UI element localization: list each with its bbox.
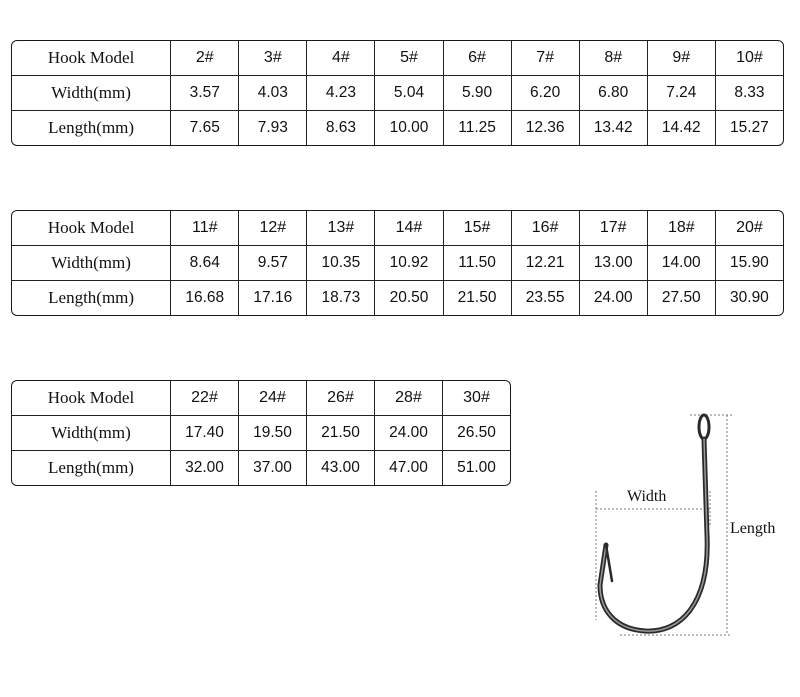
length-cell: 43.00 xyxy=(307,451,375,485)
hook-shank xyxy=(600,439,707,631)
width-cell: 19.50 xyxy=(239,416,307,451)
width-row xyxy=(12,246,783,281)
width-cell: 7.24 xyxy=(648,76,716,111)
width-cell: 3.57 xyxy=(171,76,239,111)
model-cell: 11# xyxy=(171,211,239,246)
length-cell: 17.16 xyxy=(239,281,307,315)
width-cell: 8.64 xyxy=(171,246,239,281)
hook-model-row xyxy=(12,41,783,76)
width-cell: 17.40 xyxy=(171,416,239,451)
width-cell: 4.03 xyxy=(239,76,307,111)
width-label: Width(mm) xyxy=(12,76,171,111)
hook-size-table-1 xyxy=(11,40,784,146)
length-cell: 23.55 xyxy=(512,281,580,315)
model-cell: 26# xyxy=(307,381,375,416)
width-label: Width(mm) xyxy=(12,416,171,451)
width-cell: 9.57 xyxy=(239,246,307,281)
length-cell: 47.00 xyxy=(375,451,443,485)
length-cell: 24.00 xyxy=(580,281,648,315)
hook-barb xyxy=(606,545,612,581)
hook-eye xyxy=(699,415,709,439)
length-cell: 12.36 xyxy=(512,111,580,145)
width-label: Width(mm) xyxy=(12,246,171,281)
width-cell: 8.33 xyxy=(716,76,783,111)
model-cell: 16# xyxy=(512,211,580,246)
hook-model-row xyxy=(12,211,783,246)
width-cell: 4.23 xyxy=(307,76,375,111)
width-cell: 10.92 xyxy=(375,246,443,281)
length-cell: 15.27 xyxy=(730,119,769,136)
model-cell: 9# xyxy=(648,41,716,76)
width-cell: 15.90 xyxy=(716,246,783,281)
length-cell: 16.68 xyxy=(171,281,239,315)
length-cell: 7.65 xyxy=(171,111,239,145)
length-label: Length(mm) xyxy=(12,451,171,485)
hook-size-table-2 xyxy=(11,210,784,316)
model-cell: 10# xyxy=(716,41,783,76)
width-row xyxy=(12,76,783,111)
hook-diagram xyxy=(570,405,800,645)
model-cell: 15# xyxy=(444,211,512,246)
length-cell: 30.90 xyxy=(730,289,769,306)
model-cell: 6# xyxy=(444,41,512,76)
length-cell: 32.00 xyxy=(171,451,239,485)
hook-size-table-3 xyxy=(11,380,511,486)
length-cell: 14.42 xyxy=(648,111,716,145)
width-cell: 14.00 xyxy=(648,246,716,281)
model-cell: 2# xyxy=(171,41,239,76)
length-label: Length(mm) xyxy=(12,111,171,145)
model-cell: 14# xyxy=(375,211,443,246)
model-cell: 5# xyxy=(375,41,443,76)
length-cell: 10.00 xyxy=(375,111,443,145)
model-cell: 13# xyxy=(307,211,375,246)
model-cell: 7# xyxy=(512,41,580,76)
length-row xyxy=(12,281,783,315)
model-cell: 8# xyxy=(580,41,648,76)
width-cell: 12.21 xyxy=(512,246,580,281)
hook-model-row xyxy=(12,381,510,416)
length-cell: 21.50 xyxy=(444,281,512,315)
length-row xyxy=(12,111,783,145)
diagram-width-label: Width xyxy=(627,488,667,505)
width-cell: 13.00 xyxy=(580,246,648,281)
width-cell: 11.50 xyxy=(444,246,512,281)
model-cell: 12# xyxy=(239,211,307,246)
width-cell: 24.00 xyxy=(375,416,443,451)
length-cell: 37.00 xyxy=(239,451,307,485)
hook-model-label: Hook Model xyxy=(12,381,171,416)
hook-model-label: Hook Model xyxy=(12,211,171,246)
length-row xyxy=(12,451,510,485)
model-cell: 22# xyxy=(171,381,239,416)
model-cell: 24# xyxy=(239,381,307,416)
length-label: Length(mm) xyxy=(12,281,171,315)
model-cell: 4# xyxy=(307,41,375,76)
length-cell: 7.93 xyxy=(239,111,307,145)
width-cell: 26.50 xyxy=(443,416,510,451)
length-cell: 20.50 xyxy=(375,281,443,315)
width-cell: 21.50 xyxy=(307,416,375,451)
width-row xyxy=(12,416,510,451)
length-cell: 8.63 xyxy=(307,111,375,145)
width-cell: 6.20 xyxy=(512,76,580,111)
length-cell: 13.42 xyxy=(580,111,648,145)
model-cell: 20# xyxy=(716,211,783,246)
length-cell: 51.00 xyxy=(457,459,496,476)
model-cell: 18# xyxy=(648,211,716,246)
model-cell: 17# xyxy=(580,211,648,246)
length-cell: 18.73 xyxy=(307,281,375,315)
width-cell: 6.80 xyxy=(580,76,648,111)
diagram-length-label: Length xyxy=(730,520,776,537)
length-cell: 27.50 xyxy=(648,281,716,315)
model-cell: 3# xyxy=(239,41,307,76)
length-cell: 11.25 xyxy=(444,111,512,145)
model-cell: 28# xyxy=(375,381,443,416)
hook-model-label: Hook Model xyxy=(12,41,171,76)
width-cell: 5.90 xyxy=(444,76,512,111)
width-cell: 5.04 xyxy=(375,76,443,111)
width-cell: 10.35 xyxy=(307,246,375,281)
hook-highlight xyxy=(600,439,707,631)
model-cell: 30# xyxy=(443,381,510,416)
